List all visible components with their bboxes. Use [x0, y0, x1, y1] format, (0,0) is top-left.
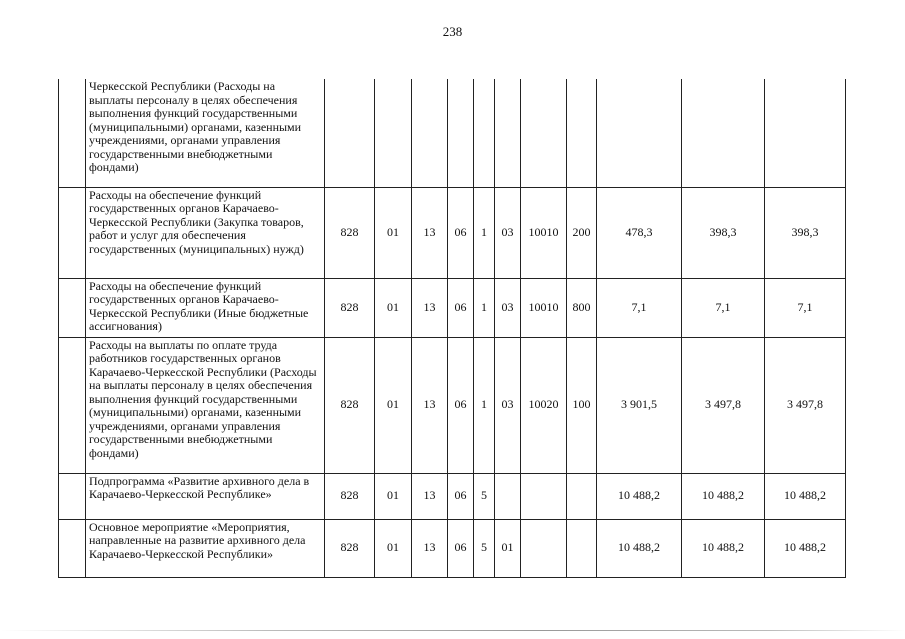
table-row: [59, 79, 846, 187]
subprogram-code: 5: [474, 473, 495, 519]
event-code: 03: [495, 337, 521, 473]
page-number: 238: [442, 24, 463, 39]
section-code: 01: [375, 473, 412, 519]
amount-year-2: 10 488,2: [682, 473, 765, 519]
amount-year-3: 3 497,8: [765, 337, 846, 473]
amount-year-1: 3 901,5: [597, 337, 682, 473]
program-code: 06: [448, 519, 474, 577]
section-code: 01: [375, 278, 412, 337]
row-description: Расходы на обеспечение функций государственных органов Карачаево-Черкесской Республики (Иные бюджетные ассигнования): [86, 278, 325, 337]
empty-cell: [59, 278, 86, 337]
amount-year-2: [682, 79, 765, 187]
table-row: [59, 278, 846, 337]
ministry-code: 828: [325, 337, 375, 473]
event-code: 03: [495, 187, 521, 278]
direction-code: [521, 473, 567, 519]
direction-code: [521, 519, 567, 577]
program-code: 06: [448, 337, 474, 473]
subprogram-code: 5: [474, 519, 495, 577]
amount-year-2: 3 497,8: [682, 337, 765, 473]
empty-cell: [59, 337, 86, 473]
budget-table: [58, 79, 846, 578]
subprogram-code: 1: [474, 187, 495, 278]
ministry-code: [325, 79, 375, 187]
direction-code: [521, 79, 567, 187]
table-row: [59, 187, 846, 278]
amount-year-2: 7,1: [682, 278, 765, 337]
ministry-code: 828: [325, 519, 375, 577]
event-code: [495, 79, 521, 187]
expense-type-code: 200: [567, 187, 597, 278]
expense-type-code: [567, 519, 597, 577]
empty-cell: [59, 473, 86, 519]
section-code: 01: [375, 519, 412, 577]
program-code: [448, 79, 474, 187]
subprogram-code: [474, 79, 495, 187]
section-code: [375, 79, 412, 187]
ministry-code: 828: [325, 473, 375, 519]
subsection-code: 13: [412, 519, 448, 577]
amount-year-3: 10 488,2: [765, 519, 846, 577]
amount-year-1: 10 488,2: [597, 473, 682, 519]
amount-year-3: [765, 79, 846, 187]
scan-edge-line: [0, 630, 905, 631]
section-code: 01: [375, 337, 412, 473]
direction-code: 10010: [521, 278, 567, 337]
table-row: [59, 337, 846, 473]
row-description: Расходы на обеспечение функций государственных органов Карачаево-Черкесской Республики (Закупка товаров, работ и услуг для обеспечения государственных (муниципальных) нужд): [86, 187, 325, 278]
event-code: 03: [495, 278, 521, 337]
amount-year-3: 7,1: [765, 278, 846, 337]
amount-year-2: 10 488,2: [682, 519, 765, 577]
amount-year-1: 7,1: [597, 278, 682, 337]
row-description: Основное мероприятие «Мероприятия, направленные на развитие архивного дела Карачаево-Черкесской Республики»: [86, 519, 325, 577]
subsection-code: [412, 79, 448, 187]
amount-year-3: 10 488,2: [765, 473, 846, 519]
direction-code: 10010: [521, 187, 567, 278]
row-description: Подпрограмма «Развитие архивного дела в Карачаево-Черкесской Республике»: [86, 473, 325, 519]
subsection-code: 13: [412, 278, 448, 337]
table-row: [59, 519, 846, 577]
amount-year-1: 10 488,2: [597, 519, 682, 577]
expense-type-code: 100: [567, 337, 597, 473]
subsection-code: 13: [412, 187, 448, 278]
program-code: 06: [448, 187, 474, 278]
ministry-code: 828: [325, 278, 375, 337]
subprogram-code: 1: [474, 278, 495, 337]
subsection-code: 13: [412, 337, 448, 473]
ministry-code: 828: [325, 187, 375, 278]
subprogram-code: 1: [474, 337, 495, 473]
empty-cell: [59, 519, 86, 577]
row-description: Расходы на выплаты по оплате труда работников государственных органов Карачаево-Черкесской Республики (Расходы на выплаты персоналу в целях обеспечения выполнения функций государственными (муниципальными) органами, казенными учреждениями, органами управления государственными внебюджетными фондами): [86, 337, 325, 473]
subsection-code: 13: [412, 473, 448, 519]
amount-year-1: [597, 79, 682, 187]
expense-type-code: [567, 79, 597, 187]
amount-year-1: 478,3: [597, 187, 682, 278]
event-code: 01: [495, 519, 521, 577]
expense-type-code: [567, 473, 597, 519]
row-description: Черкесской Республики (Расходы на выплаты персоналу в целях обеспечения выполнения функций государственными (муниципальными) органами, казенными учреждениями, органами управления государственными внебюджетными фондами): [86, 79, 325, 187]
program-code: 06: [448, 473, 474, 519]
program-code: 06: [448, 278, 474, 337]
expense-type-code: 800: [567, 278, 597, 337]
empty-cell: [59, 79, 86, 187]
table-row: [59, 473, 846, 519]
direction-code: 10020: [521, 337, 567, 473]
empty-cell: [59, 187, 86, 278]
amount-year-2: 398,3: [682, 187, 765, 278]
event-code: [495, 473, 521, 519]
amount-year-3: 398,3: [765, 187, 846, 278]
section-code: 01: [375, 187, 412, 278]
